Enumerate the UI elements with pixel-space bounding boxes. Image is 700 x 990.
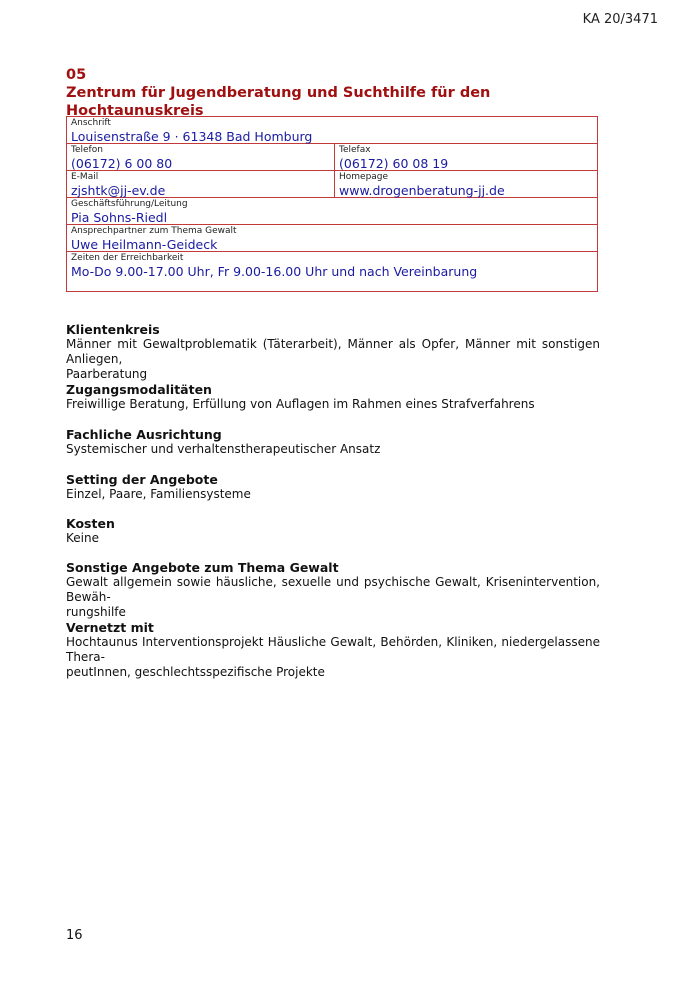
row-anschrift bbox=[67, 117, 597, 144]
cell-email bbox=[67, 171, 334, 197]
section-text-line: Paarberatung bbox=[66, 367, 148, 381]
section-title: Setting der Angebote bbox=[66, 472, 218, 487]
section-fachliche-ausrichtung bbox=[66, 427, 600, 457]
value-leitung: Pia Sohns-Riedl bbox=[71, 210, 168, 225]
section-text-line: Männer mit Gewaltproblematik (Täterarbeit), Männer als Opfer, Männer mit sonstigen Anliegen, bbox=[66, 337, 600, 366]
label-telefon: Telefon bbox=[71, 145, 103, 155]
cell-telefax bbox=[334, 144, 597, 170]
value-telefon: (06172) 6 00 80 bbox=[71, 156, 173, 171]
page-title: Zentrum für Jugendberatung und Suchthilfe für den Hochtaunuskreis bbox=[66, 85, 491, 119]
label-homepage: Homepage bbox=[339, 172, 389, 182]
value-ansprechpartner: Uwe Heilmann-Geideck bbox=[71, 237, 218, 252]
row-telefon bbox=[67, 144, 597, 171]
page-heading bbox=[66, 66, 626, 120]
cell-zeiten bbox=[67, 252, 597, 292]
section-title: Sonstige Angebote zum Thema Gewalt bbox=[66, 560, 339, 575]
section-text-line: peutInnen, geschlechtsspezifische Projekte bbox=[66, 665, 325, 679]
label-zeiten: Zeiten der Erreichbarkeit bbox=[71, 253, 184, 263]
section-sonstige-angebote bbox=[66, 560, 600, 620]
section-text-line: Einzel, Paare, Familiensysteme bbox=[66, 487, 251, 501]
cell-telefon bbox=[67, 144, 334, 170]
section-text-line: rungshilfe bbox=[66, 605, 126, 619]
value-anschrift: Louisenstraße 9 · 61348 Bad Homburg bbox=[71, 129, 313, 144]
value-homepage[interactable]: www.drogenberatung-jj.de bbox=[339, 183, 505, 198]
section-vernetzt-mit bbox=[66, 620, 600, 680]
section-text-line: Hochtaunus Interventionsprojekt Häusliche Gewalt, Behörden, Kliniken, niedergelassene Thera- bbox=[66, 635, 600, 664]
label-email: E-Mail bbox=[71, 172, 99, 182]
document-reference: KA 20/3471 bbox=[582, 12, 658, 27]
value-email[interactable]: zjshtk@jj-ev.de bbox=[71, 183, 166, 198]
label-leitung: Geschäftsführung/Leitung bbox=[71, 199, 188, 209]
section-text-line: Keine bbox=[66, 531, 99, 545]
section-title: Kosten bbox=[66, 516, 115, 531]
row-leitung bbox=[67, 198, 597, 225]
page-number: 16 bbox=[66, 928, 83, 943]
value-zeiten: Mo-Do 9.00-17.00 Uhr, Fr 9.00-16.00 Uhr und nach Vereinbarung bbox=[71, 264, 478, 279]
label-anschrift: Anschrift bbox=[71, 118, 111, 128]
row-zeiten bbox=[67, 252, 597, 292]
section-title: Vernetzt mit bbox=[66, 620, 154, 635]
section-klientenkreis bbox=[66, 322, 600, 382]
label-telefax: Telefax bbox=[339, 145, 371, 155]
section-title: Zugangsmodalitäten bbox=[66, 382, 212, 397]
section-title: Klientenkreis bbox=[66, 322, 160, 337]
section-number: 05 bbox=[66, 67, 87, 83]
row-email bbox=[67, 171, 597, 198]
cell-ansprechpartner bbox=[67, 225, 597, 251]
section-setting bbox=[66, 472, 600, 502]
cell-anschrift bbox=[67, 117, 597, 143]
value-telefax: (06172) 60 08 19 bbox=[339, 156, 449, 171]
label-ansprechpartner: Ansprechpartner zum Thema Gewalt bbox=[71, 226, 237, 236]
section-text-line: Freiwillige Beratung, Erfüllung von Auflagen im Rahmen eines Strafverfahrens bbox=[66, 397, 535, 411]
row-ansprechpartner bbox=[67, 225, 597, 252]
section-title: Fachliche Ausrichtung bbox=[66, 427, 222, 442]
section-text-line: Systemischer und verhaltenstherapeutischer Ansatz bbox=[66, 442, 381, 456]
cell-leitung bbox=[67, 198, 597, 224]
cell-homepage bbox=[334, 171, 597, 197]
section-kosten bbox=[66, 516, 600, 546]
contact-info-box bbox=[66, 116, 598, 292]
section-zugangsmodalitaeten bbox=[66, 382, 600, 412]
section-text-line: Gewalt allgemein sowie häusliche, sexuelle und psychische Gewalt, Krisenintervention, Bewäh- bbox=[66, 575, 600, 604]
